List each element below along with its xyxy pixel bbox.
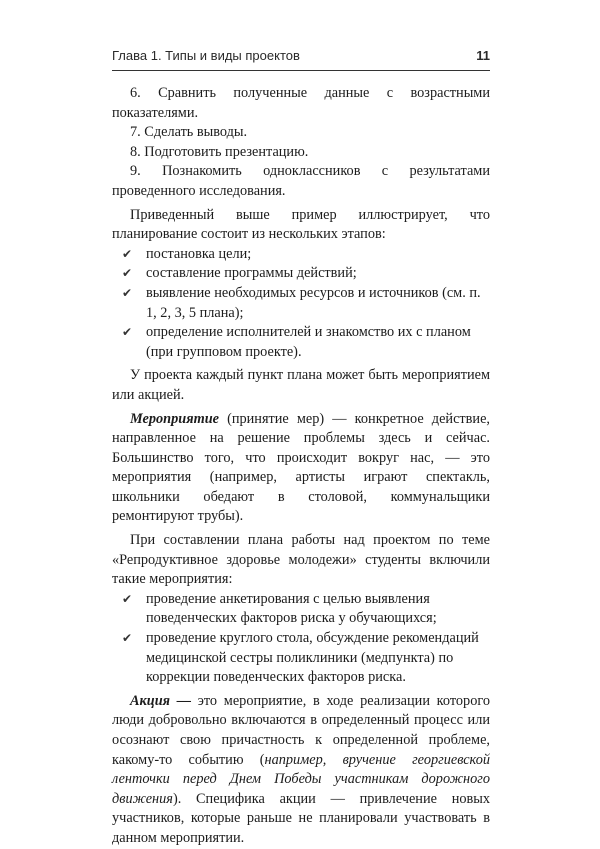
measure-definition	[112, 410, 490, 528]
list-item-text: определение исполнителей и знакомство их с планом (при групповом проекте).	[146, 324, 471, 360]
action-definition	[112, 692, 490, 849]
list-item-text: проведение анкетирования с целью выявления поведенческих факторов риска у обучающихся;	[146, 590, 437, 627]
measure-term: Мероприятие	[130, 410, 219, 427]
list-item	[112, 323, 490, 362]
chapter-title: Глава 1. Типы и виды проектов	[112, 48, 300, 63]
step-8: 8. Подготовить презентацию.	[130, 143, 309, 160]
action-term: Акция —	[130, 692, 192, 709]
check-icon: ✔	[122, 246, 133, 261]
action-text-part-2: ). Специфика акции — привлечение новых участников, которые раньше не планировали участвовать в данном мероприятии.	[112, 790, 490, 846]
step-6: 6. Сравнить полученные данные с возрастными показателями.	[112, 85, 490, 121]
measure-text: (принятие мер) — конкретное действие, направленное на решение проблемы здесь и сейчас. Большинство того, что происходит вокруг нас, — это мероприятия (например, артисты играют спектакль, школьники обедают в столовой, коммунальщики ремонтируют трубы).	[112, 410, 490, 525]
planning-intro: При составлении плана работы над проектом по теме «Репродуктивное здоровье молодежи» студенты включили такие мероприятия:	[112, 532, 490, 588]
page-number: 11	[476, 48, 490, 63]
list-item-text: выявление необходимых ресурсов и источников (см. п. 1, 2, 3, 5 плана);	[146, 284, 481, 321]
list-item	[112, 245, 490, 265]
action-text-part-1: это мероприятие, в ходе реализации которого люди добровольно включаются в определенный процесс или осознают свою причастность к определенной проблеме, какому-то событию (	[112, 692, 491, 768]
header-rule	[112, 70, 490, 71]
page-body	[112, 84, 490, 849]
list-item	[112, 590, 490, 629]
example-intro: Приведенный выше пример иллюстрирует, что планирование состоит из нескольких этапов:	[112, 206, 490, 243]
check-icon: ✔	[122, 325, 133, 340]
plan-item-paragraph: У проекта каждый пункт плана может быть мероприятием или акцией.	[112, 367, 490, 403]
list-item-text: проведение круглого стола, обсуждение рекомендаций медицинской сестры поликлиники (медпункта) по коррекции поведенческих факторов риска.	[146, 630, 479, 686]
action-example: например, вручение георгиевской ленточки перед Днем Победы участникам дорожного движения	[112, 751, 490, 807]
step-9: 9. Познакомить одноклассников с результатами проведенного исследования.	[112, 163, 490, 199]
list-item	[112, 264, 490, 284]
check-icon: ✔	[122, 631, 133, 646]
list-item-text: составление программы действий;	[146, 265, 357, 282]
check-icon: ✔	[122, 285, 133, 300]
check-icon: ✔	[122, 591, 133, 606]
list-item	[112, 629, 490, 688]
running-header	[112, 48, 490, 68]
list-item-text: постановка цели;	[146, 245, 252, 262]
step-7: 7. Сделать выводы.	[130, 124, 248, 141]
check-icon: ✔	[122, 266, 133, 281]
list-item	[112, 284, 490, 323]
